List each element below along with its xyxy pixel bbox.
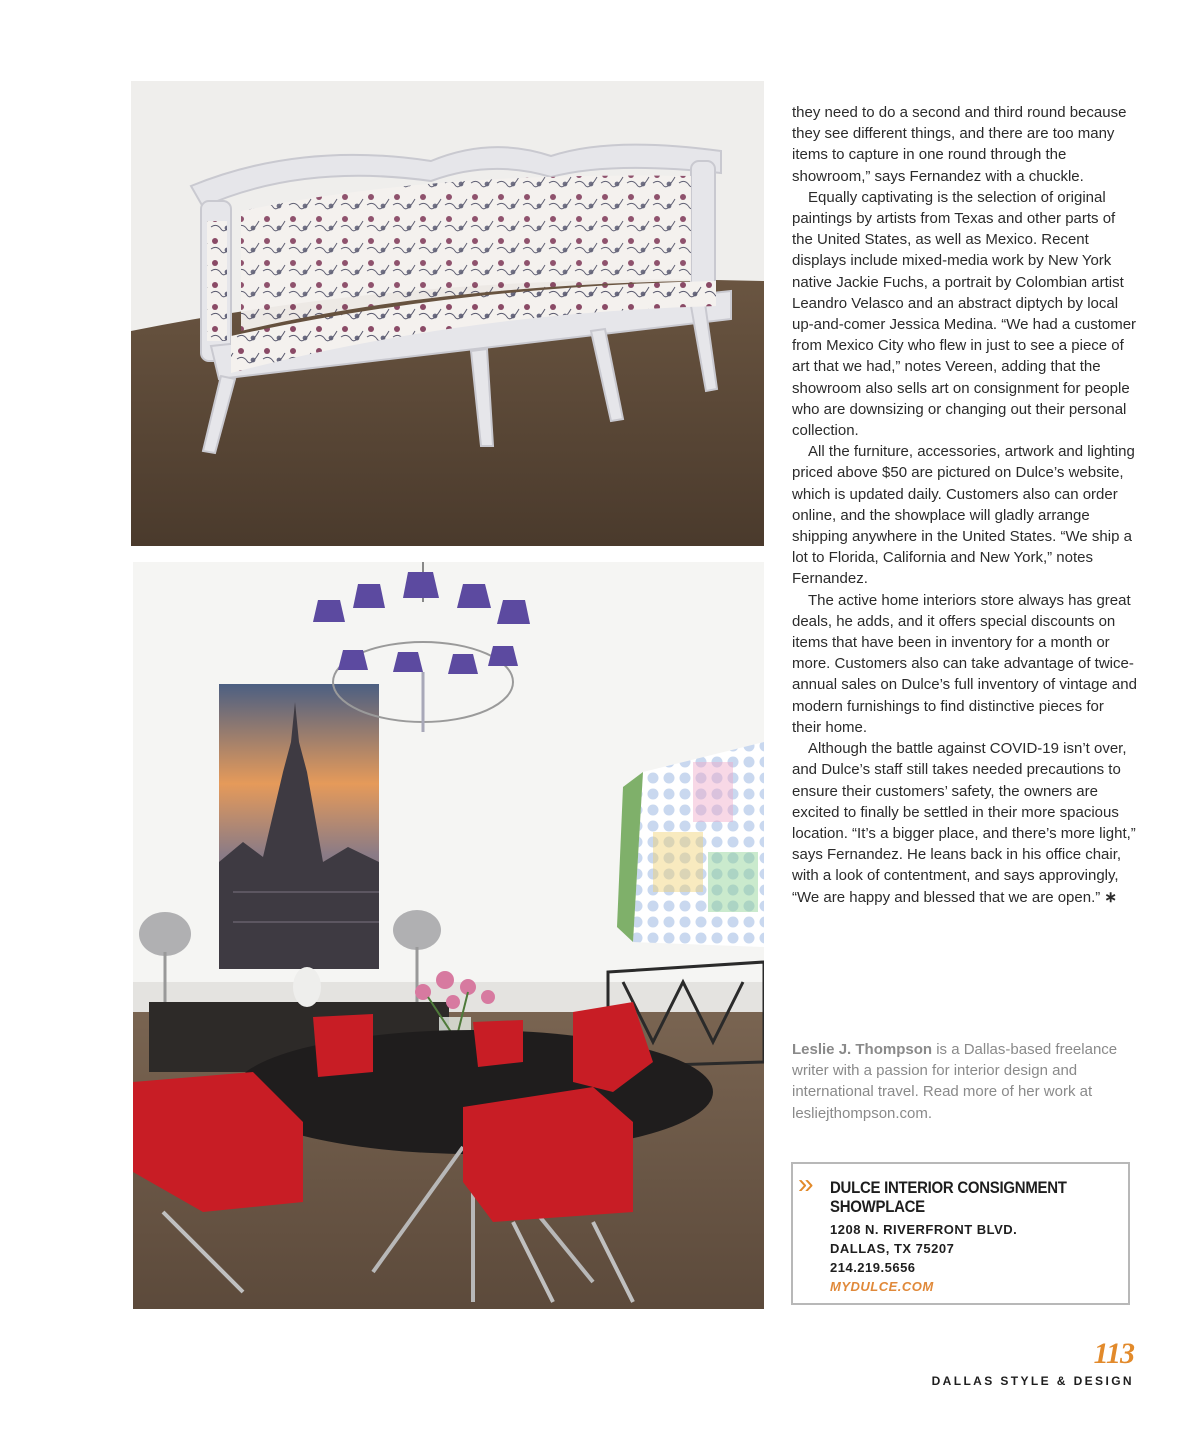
page-number: 113: [1093, 1337, 1134, 1370]
article-paragraph-last: [792, 738, 1137, 908]
magazine-title: DALLAS STYLE & DESIGN: [931, 1374, 1134, 1388]
author-name: Leslie J. Thompson: [792, 1041, 933, 1058]
business-name: DULCE INTERIOR CONSIGNMENT SHOWPLACE: [830, 1178, 1067, 1216]
article-paragraph: Equally captivating is the selection of original paintings by artists from Texas and other parts of the United States, as well as Mexico. Recent displays include mixed-media work by New York native Jackie Fuchs, a portrait by Colombian artist Leandro Velasco and an abstract diptych by local up-and-comer Jessica Medina. “We had a customer from Mexico City who flew in just to see a piece of art that we had,” notes Vereen, adding that the showroom also sells art on consignment for people who are downsizing or changing out their personal collection.: [792, 188, 1137, 440]
chevron-right-icon: »: [798, 1168, 814, 1199]
author-bio: [792, 1039, 1137, 1124]
article-paragraph-text: Although the battle against COVID-19 isn’t over, and Dulce’s staff still takes needed precautions to ensure their customers’ safety, the owners are excited to finally be settled in their more spacious location. “It’s a bigger place, and there’s more light,” says Fernandez. He leans back in his office chair, with a look of contentment, and says approvingly, “We are happy and blessed that we are open.”: [792, 740, 1136, 906]
photo-dining-room: [133, 562, 764, 1309]
article-body: [792, 102, 1137, 908]
business-address: 1208 N. RIVERFRONT BLVD.: [830, 1222, 1018, 1237]
photo-white-settee: [131, 81, 764, 546]
business-info-box: [791, 1162, 1130, 1305]
article-paragraph: they need to do a second and third round because they see different things, and there are too many items to capture in one round through the showroom,” says Fernandez with a chuckle.: [792, 104, 1127, 185]
author-bio-text: is a Dallas-based freelance writer with a passion for interior design and international travel. Read more of her work at lesliejthompson.com.: [792, 1041, 1118, 1122]
end-mark-icon: ∗: [1104, 888, 1117, 906]
business-phone[interactable]: 214.219.5656: [830, 1260, 916, 1275]
article-paragraph: The active home interiors store always has great deals, he adds, and it offers special discounts on items that have been in inventory for a month or more. Customers also can take advantage of twice-annual sales on Dulce’s full inventory of vintage and modern furnishings to find distinctive pieces for their home.: [792, 591, 1137, 736]
business-website-link[interactable]: MYDULCE.COM: [830, 1279, 934, 1294]
business-city: DALLAS, TX 75207: [830, 1241, 955, 1256]
article-paragraph: All the furniture, accessories, artwork and lighting priced above $50 are pictured on Dulce’s website, which is updated daily. Customers also can order online, and the showplace will gladly arrange shipping anywhere in the United States. “We ship a lot to Florida, California and New York,” notes Fernandez.: [792, 443, 1135, 588]
